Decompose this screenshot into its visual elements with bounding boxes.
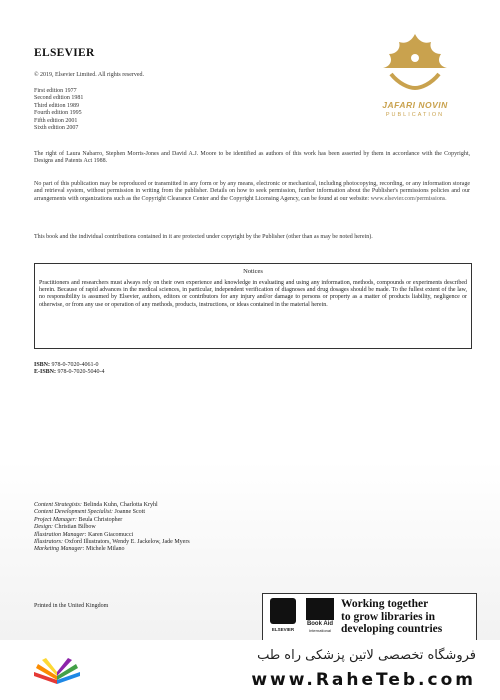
credit-line bbox=[34, 539, 190, 546]
credit-line bbox=[34, 509, 190, 516]
credit-role: Content Development Specialist: bbox=[34, 509, 113, 516]
publisher-name: ELSEVIER bbox=[34, 47, 95, 59]
book-aid-banner bbox=[262, 593, 477, 641]
credit-role: Marketing Manager: bbox=[34, 546, 85, 553]
edition-line: Third edition 1989 bbox=[34, 102, 79, 109]
logo-name: JAFARI NOVIN bbox=[382, 100, 448, 110]
credit-line bbox=[34, 524, 190, 531]
credit-name: Michele Milano bbox=[86, 546, 125, 553]
credit-role: Project Manager: bbox=[34, 516, 77, 523]
credit-name: Oxford Illustrators, Wendy E. Jackelow, Jade Myers bbox=[64, 539, 190, 546]
credit-name: Christian Bilbow bbox=[54, 524, 96, 531]
eisbn-label: E-ISBN: bbox=[34, 369, 57, 376]
credits-list bbox=[34, 502, 190, 554]
copyright-protection-paragraph: This book and the individual contributions contained in it are protected under copyright by the Publisher (other than as may be noted herein). bbox=[34, 234, 373, 240]
banner-slogan bbox=[341, 598, 475, 636]
book-aid-logo bbox=[303, 598, 337, 634]
credit-line bbox=[34, 532, 190, 539]
isbn-label: ISBN: bbox=[34, 362, 51, 368]
notices-box bbox=[34, 263, 472, 349]
elsevier-logo-label: ELSEVIER bbox=[271, 627, 295, 632]
edition-line: Second edition 1981 bbox=[34, 95, 84, 102]
credit-line bbox=[34, 502, 190, 509]
banner-line: to grow libraries in bbox=[341, 610, 436, 623]
eisbn-line bbox=[34, 369, 105, 376]
credit-name: Beula Christopher bbox=[78, 516, 123, 523]
credit-name: Karen Giacomucci bbox=[88, 531, 134, 538]
book-aid-icon bbox=[306, 598, 334, 620]
store-footer bbox=[0, 640, 500, 700]
elsevier-logo bbox=[267, 598, 299, 634]
credit-line bbox=[34, 517, 190, 524]
notices-title: Notices bbox=[243, 268, 263, 275]
banner-line: developing countries bbox=[341, 623, 443, 635]
book-fan-icon bbox=[30, 654, 85, 688]
credit-role: Illustration Manager: bbox=[34, 531, 87, 538]
isbn-value: 978-0-7020-4061-0 bbox=[51, 362, 99, 368]
edition-line: Sixth edition 2007 bbox=[34, 125, 79, 132]
jafari-novin-logo bbox=[355, 28, 475, 123]
credit-role: Design: bbox=[34, 524, 53, 531]
eisbn-value: 978-0-7020-5040-4 bbox=[57, 369, 105, 376]
logo-subtitle: PUBLICATION bbox=[385, 112, 445, 118]
edition-history bbox=[34, 88, 184, 132]
credit-role: Content Strategists: bbox=[34, 502, 82, 508]
store-title: فروشگاه تخصصی لاتین پزشکی راه طب bbox=[257, 648, 476, 663]
credit-name: Belinda Kuhn, Charlotta Kryhl bbox=[83, 502, 158, 508]
crown-emblem-icon bbox=[375, 28, 455, 98]
permissions-paragraph bbox=[34, 181, 470, 203]
credit-name: Joanne Scott bbox=[114, 509, 145, 516]
authors-rights-paragraph: The right of Laura Nabarro, Stephen Morris-Jones and David A.J. Moore to be identified as authors of this work has been asserted by them in accordance with the Copyright, Designs and Patents Act 1988. bbox=[34, 151, 470, 165]
printed-in-line: Printed in the United Kingdom bbox=[34, 603, 109, 609]
permissions-link[interactable]: www.elsevier.com/permissions. bbox=[370, 195, 447, 202]
isbn-block bbox=[34, 362, 105, 377]
book-aid-sublabel: International bbox=[308, 628, 331, 633]
credit-role: Illustrators: bbox=[34, 539, 64, 546]
banner-line: Working together bbox=[341, 598, 429, 610]
book-aid-label: Book Aid bbox=[306, 621, 334, 627]
notices-text: Practitioners and researchers must always rely on their own experience and knowledge in evaluating and using any information, methods, compounds or experiments described herein. Because of rapid advances in the medical sciences, in particular, independent verification of diagnoses and drug dosages should be made. To the fullest extent of the law, no responsibility is assumed by Elsevier, authors, editors or contributors for any injury and/or damage to persons or property as a matter of products liability, negligence or otherwise, or from any use or operation of any methods, products, instructions, or ideas contained in the material herein. bbox=[39, 280, 467, 308]
permissions-text: No part of this publication may be reproduced or transmitted in any form or by any means, electronic or mechanical, including photocopying, recording, or any information storage and retrieval system, without permission in writing from the publisher. Details on how to seek permission, further information about the Publisher's permissions policies and our arrangements with organizations such as the Copyright Clearance Center and the Copyright Licensing Agency, can be found at our website: bbox=[34, 181, 470, 202]
edition-line: Fifth edition 2001 bbox=[34, 117, 78, 124]
store-url[interactable]: www.RaheTeb.com bbox=[251, 670, 476, 690]
credit-line bbox=[34, 546, 190, 553]
elsevier-tree-icon bbox=[270, 598, 296, 624]
isbn-line bbox=[34, 362, 105, 369]
copyright-line: © 2019, Elsevier Limited. All rights reserved. bbox=[34, 72, 145, 78]
edition-line: Fourth edition 1995 bbox=[34, 110, 82, 117]
edition-line: First edition 1977 bbox=[34, 88, 77, 94]
